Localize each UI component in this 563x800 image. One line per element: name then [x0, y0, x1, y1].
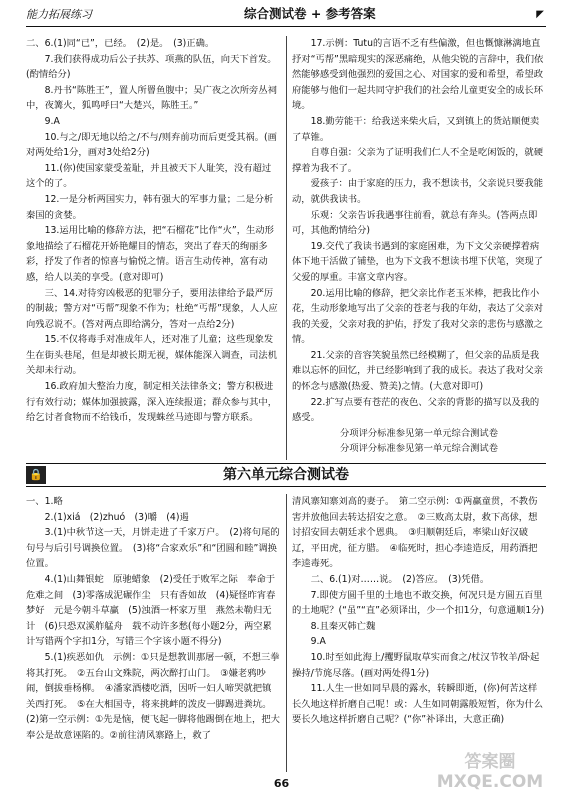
answer-paragraph: 一、1.略 [26, 496, 63, 507]
answer-paragraph: 4.(1)山舞银蛇 原驰蜡象 (2)受任于败军之际 奉命于危难之间 (3)零落成泥碾作尘 只有香如故 (4)疑怪昨宵春梦好 元是今朝斗草赢 (5)浊酒一杯家万里 燕然未勒归无计 (6)只恐双溪舴艋舟 载不动许多愁(每小题2分，两空累计写错两个字扣1分，写错三个字该小题不得分) [26, 573, 276, 648]
answer-paragraph: 清风寨知寨刘高的妻子。 第二空示例：①两赢童贯，不教伤害并放他回去转达招安之意。 ②三败高太尉，救下高俅，想讨招安回去朝廷求个恩典。 ③归顺朝廷后，率梁山好汉破辽，平田虎，征方腊。 ④临死时，担心李逵造反，用药酒把李逵毒死。 [292, 496, 538, 570]
page-header [26, 4, 546, 27]
answer-paragraph: 22.扩写点要有苍茫的夜色、父亲的背影的描写以及我的感受。 [292, 396, 540, 424]
answer-paragraph: 8.丹书“陈胜王”，置人所罾鱼腹中；吴广夜之次所旁丛祠中，夜篝火，狐鸣呼曰“大楚兴，陈胜王。” [26, 84, 277, 112]
right-column-bottom [292, 494, 546, 772]
header-section-title: 综合测试卷 + 参考答案 [244, 6, 376, 21]
answer-paragraph: 乐观：父亲告诉我遇事往前看，就总有奔头。(答两点即可，其他酌情给分) [292, 209, 538, 237]
book-title: 能力拓展练习 [26, 8, 92, 21]
answer-paragraph: 18.勤劳能干：给我送来柴火后，又到镇上的货站顺便卖了草锥。 [292, 115, 540, 143]
answer-paragraph: 11.人生一世如同早晨的露水，转瞬即逝，(你)何苦这样长久地这样折磨自己呢！或：人生如同朝露般短暂，你为什么要长久地这样折磨自己呢？(“你”补译出，大意正确) [292, 683, 544, 726]
answer-paragraph: 19.交代了我读书遇到的家庭困难，为下文父亲硬撑着病体下地干活做了铺垫，也为下文我不想读书埋下伏笔，突现了父爱的厚重。丰富文章内容。 [292, 240, 544, 283]
answer-paragraph: 11.(你)使国家蒙受羞耻，并且被天下人耻笑，没有超过这个的了。 [26, 162, 272, 190]
lock-icon: 🔒 [26, 466, 46, 484]
answer-paragraph: 二、6.(1)同“已”，已经。 (2)是。 (3)正确。 [26, 38, 215, 49]
answer-paragraph: 10.与之/即无地以给之/不与/则弃前功而后更受其祸。(画对两处给1分，画对3处给2分) [26, 131, 277, 159]
answer-paragraph: 15.不仅将毒手对准成年人，还对准了儿童；这些现象发生在街头巷尾，但是却被长期无视，媒体能深入调查，司法机关却未行动。 [26, 334, 278, 377]
answer-paragraph: 爱孩子：由于家庭的压力，我不想读书，父亲说只要我能动，就供我读书。 [292, 178, 544, 205]
column-divider-top [286, 36, 287, 460]
right-column-top [292, 36, 546, 460]
corner-mark-icon: ◤ [536, 9, 544, 20]
answer-paragraph: 三、14.对待穷凶极恶的犯罪分子，要用法律给予最严厉的制裁；警方对“丐帮”现象不作为；杜绝“丐帮”现象，人人应向残忍说不。(答对两点即给满分，答对一点给2分) [26, 287, 278, 330]
answer-paragraph: 8.且秦灭韩亡魏 [310, 620, 376, 632]
answer-paragraph: 9.A [44, 115, 60, 127]
scoring-note: 分项评分标准参见第一单元综合测试卷 [339, 427, 499, 439]
answer-paragraph: 13.运用比喻的修辞方法，把“石榴花”比作“火”，生动形象地描绘了石榴花开娇艳耀目的情态，突出了春天的绚丽多彩，抒发了作者的惊喜与愉悦之情。语言生动传神，富有动感，给人以美的享受。(意对即可) [26, 225, 274, 283]
column-divider-bottom [286, 494, 287, 772]
answer-paragraph: 二、6.(1)对……说。 (2)答应。 (3)凭借。 [310, 573, 490, 585]
unit-title-banner [26, 463, 546, 487]
page-number: 66 [273, 777, 290, 790]
answer-paragraph: 21.父亲的音容笑貌虽然已经模糊了，但父亲的品质是我难以忘怀的回忆，并已经影响到了我的成长。表达了我对父亲的怀念与感激(热爱、赞美)之情。(大意对即可) [292, 349, 544, 393]
watermark-logo: 答案圈 MXQE.COM [436, 752, 544, 792]
answer-paragraph: 2.(1)xiá (2)zhuó (3)嚼 (4)遏 [44, 511, 189, 523]
answer-paragraph: 16.政府加大整治力度，制定相关法律条文；警方积极进行有效行动；媒体加强披露，深入连续报道；群众参与其中，给乞讨者食物而不给钱币，发现蛛丝马迹即与警方联系。 [26, 381, 278, 424]
answer-paragraph: 10.时至如此海上/攫野鼠取草实而食之/杖汉节牧羊/卧起操持/节旄尽落。(画对两处得1分) [292, 651, 540, 679]
answer-paragraph: 自尊自强：父亲为了证明我们仁人不全是吃闲饭的，就硬撑着为我不了。 [292, 147, 544, 174]
answer-paragraph: 3.(1)中秋节这一天，月饼走进了千家万户。 (2)将句尾的句号与后引号调换位置。 (3)将“合家欢乐”和“团圆和睦”调换位置。 [26, 527, 280, 570]
answer-paragraph: 20.运用比喻的修辞，把父亲比作老玉米棒，把我比作小花，生动形象地写出了父亲的苍老与我的年幼，表达了父亲对我的关爱，父亲对我的护佑，抒发了我对父亲的悲伤与感激之情。 [292, 287, 544, 346]
answer-paragraph: 9.A [310, 636, 326, 648]
scoring-note: 分项评分标准参见第一单元综合测试卷 [339, 443, 499, 455]
answer-paragraph: 12.一是分析两国实力，韩有强大的军事力量；二是分析秦国的贪婪。 [26, 193, 274, 221]
answer-paragraph: 7.即使方圆千里的土地也不敢交换，何况只是方圆五百里的土地呢？(“虽”“直”必须译出，少一个扣1分，句意通顺1分) [292, 589, 545, 617]
answer-paragraph: 5.(1)疾恶如仇 示例：①只是想教训那屠一顿，不想三拳将其打死。 ②五台山文殊院，两次醉打山门。 ③嫌老鸦吵闹，倒拔垂杨柳。 ④潘家酒楼吃酒，因听一妇人啼哭就把镇关西打死。 ⑤在大相国寺，将来挑衅的泼皮一脚踢进粪坑。(2)第一空示例：①先是恼，便飞起一脚将他踢倒在地上，把大奉公是故意诬陷的。②前往清风寨路上，救了 [26, 651, 280, 741]
left-column-top [26, 36, 280, 460]
unit-title: 第六单元综合测试卷 [223, 467, 349, 483]
left-column-bottom [26, 494, 280, 772]
answer-paragraph: 7.我们获得成功后公子扶苏、项燕的队伍，向天下首发。(酌情给分) [26, 53, 277, 81]
answer-paragraph: 17.示例：Tutu的言语不乏有些偏激，但也慨慷淋漓地直抒对“丐帮”黑暗现实的深恶痛绝，从他尖锐的言辞中，我们依然能够感受到他强烈的爱国之心、对国家的爱和希望，希望政府能够与他们一起共同守护我们的社会给儿童更安全的成长环境。 [292, 38, 544, 112]
